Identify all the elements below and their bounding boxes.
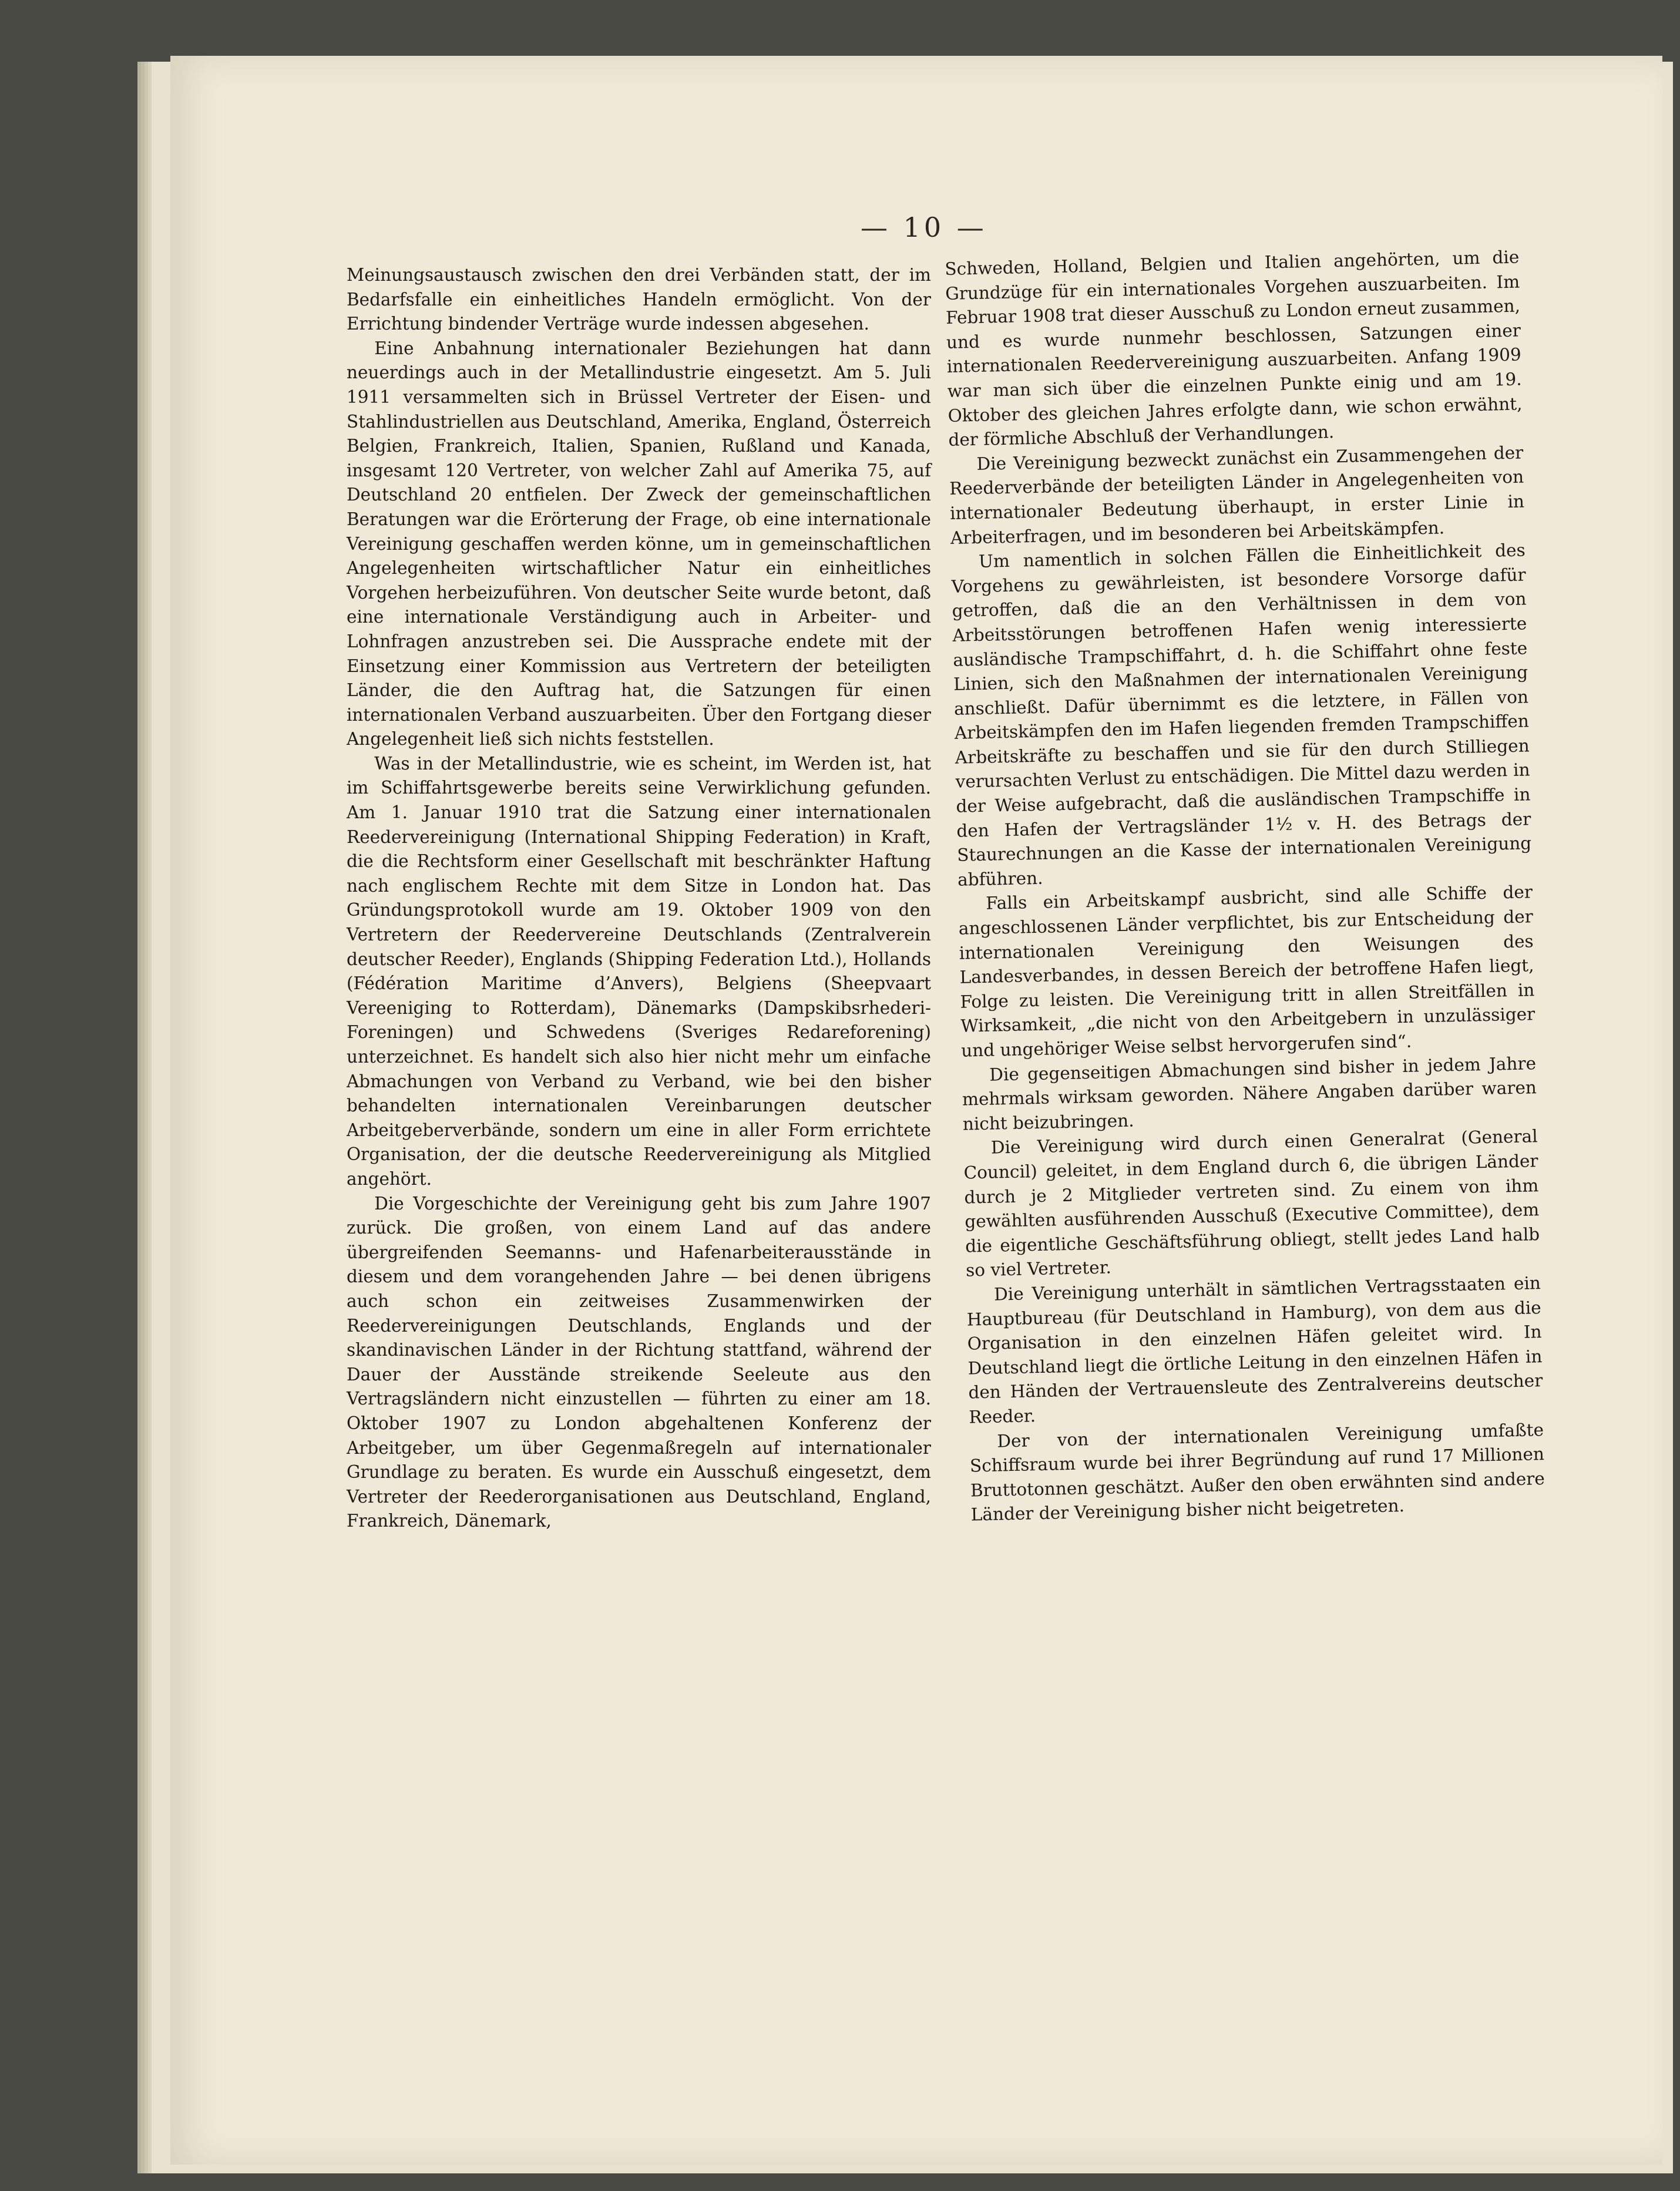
paragraph: Was in der Metallindustrie, wie es scheint, im Werden ist, hat im Schiffahrtsgewerbe bereits seine Verwirklichung gefunden. Am 1. Januar 1910 trat die Satzung einer internationalen Reedervereinigung (International Shipping Federation) in Kraft, die die Rechtsform einer Gesellschaft mit beschränkter Haftung nach englischem Rechte mit dem Sitze in London hat. Das Gründungsprotokoll wurde am 19. Oktober 1909 von den Vertretern der Reedervereine Deutschlands (Zentralverein deutscher Reeder), Englands (Shipping Federation Ltd.), Hollands (Fédération Maritime d’Anvers), Belgiens (Sheepvaart Vereeniging to Rotterdam), Dänemarks (Dampskibsrhederi-Foreningen) und Schwedens (Sveriges Redareforening) unterzeichnet. Es handelt sich also hier nicht mehr um einfache Abmachungen von Verband zu Verband, wie bei den bisher behandelten internationalen Vereinbarungen deutscher Arbeitgeberverbände, sondern um eine in aller Form errichtete Organisation, der die deutsche Reedervereinigung als Mitglied angehört. — [347, 753, 931, 1189]
right-column — [945, 246, 1545, 1528]
paragraph: Schweden, Holland, Belgien und Italien angehörten, um die Grundzüge für ein internationales Vorgehen auszuarbeiten. Im Februar 1908 trat dieser Ausschuß zu London erneut zusammen, und es wurde nunmehr beschlossen, Satzungen einer internationalen Reedervereinigung auszuarbeiten. Anfang 1909 war man sich über die einzelnen Punkte einig und am 19. Oktober des gleichen Jahres erfolgte dann, wie schon erwähnt, der förmliche Abschluß der Verhandlungen. — [945, 247, 1523, 451]
paragraph: Die gegenseitigen Abmachungen sind bisher in jedem Jahre mehrmals wirksam geworden. Nähere Angaben darüber waren nicht beizubringen. — [962, 1053, 1537, 1134]
paragraph: Die Vereinigung wird durch einen Generalrat (General Council) geleitet, in dem England durch 6, die übrigen Länder durch je 2 Mitglieder vertreten sind. Zu einem von ihm gewählten ausführenden Ausschuß (Executive Committee), dem die eigentliche Geschäftsführung obliegt, stellt jedes Land halb so viel Vertreter. — [963, 1126, 1540, 1281]
paragraph: Die Vereinigung bezweckt zunächst ein Zusammengehen der Reederverbände der beteiligten Länder in Angelegenheiten von internationaler Bedeutung überhaupt, in erster Linie in Arbeiterfragen, und im besonderen bei Arbeitskämpfen. — [949, 442, 1525, 548]
paragraph: Eine Anbahnung internationaler Beziehungen hat dann neuerdings auch in der Metallindustrie eingesetzt. Am 5. Juli 1911 versammelten sich in Brüssel Vertreter der Eisen- und Stahlindustriellen aus Deutschland, Amerika, England, Österreich Belgien, Frankreich, Italien, Spanien, Rußland und Kanada, insgesamt 120 Vertreter, von welcher Zahl auf Amerika 75, auf Deutschland 20 entfielen. Der Zweck der gemeinschaftlichen Beratungen war die Erörterung der Frage, ob eine internationale Vereinigung geschaffen werden könne, um in gemeinschaftlichen Angelegenheiten wirtschaftlicher Natur ein einheitliches Vorgehen herbeizuführen. Von deutscher Seite wurde betont, daß eine internationale Verständigung auch in Arbeiter- und Lohnfragen anzustreben sei. Die Aussprache endete mit der Einsetzung einer Kommission aus Vertretern der beteiligten Länder, die den Auftrag hat, die Satzungen für einen internationalen Verband auszuarbeiten. Über den Fortgang dieser Angelegenheit ließ sich nichts feststellen. — [347, 338, 931, 750]
paragraph: Die Vereinigung unterhält in sämtlichen Vertragsstaaten ein Hauptbureau (für Deutschland in Hamburg), von dem aus die Organisation in den einzelnen Häfen geleitet wird. In Deutschland liegt die örtliche Leitung in den einzelnen Häfen in den Händen der Vertrauensleute des Zentralvereins deutscher Reeder. — [966, 1273, 1543, 1427]
page-number: — 10 — — [861, 211, 987, 243]
paragraph: Meinungsaustausch zwischen den drei Verbänden statt, der im Bedarfsfalle ein einheitliches Handeln ermöglicht. Von der Errichtung bindender Verträge wurde indessen abgesehen. — [347, 265, 931, 334]
left-column — [347, 263, 931, 1534]
paragraph: Der von der internationalen Vereinigung umfaßte Schiffsraum wurde bei ihrer Begründung auf rund 17 Millionen Bruttotonnen geschätzt. Außer den oben erwähnten sind andere Länder der Vereinigung bisher nicht beigetreten. — [969, 1419, 1545, 1525]
paragraph: Um namentlich in solchen Fällen die Einheitlichkeit des Vorgehens zu gewährleisten, ist besondere Vorsorge dafür getroffen, daß die an den Verhältnissen in dem von Arbeitsstörungen betroffenen Hafen wenig interessierte ausländische Trampschiffahrt, d. h. die Schiffahrt ohne feste Linien, sich den Maßnahmen der internationalen Vereinigung anschließt. Dafür übernimmt es die letztere, in Fällen von Arbeitskämpfen den im Hafen liegenden fremden Trampschiffen Arbeitskräfte zu beschaffen und sie für den durch Stilliegen verursachten Verlust zu entschädigen. Die Mittel dazu werden in der Weise aufgebracht, daß die ausländischen Trampschiffe in den Hafen der Vertragsländer 1½ v. H. des Betrags der Staurechnungen an die Kasse der internationalen Vereinigung abführen. — [951, 540, 1532, 890]
paragraph: Falls ein Arbeitskampf ausbricht, sind alle Schiffe der angeschlossenen Länder verpflichtet, bis zur Entscheidung der internationalen Vereinigung den Weisungen des Landesverbandes, in dessen Bereich der betroffene Hafen liegt, Folge zu leisten. Die Vereinigung tritt in allen Streitfällen in Wirksamkeit, „die nicht von den Arbeitgebern in unzulässiger und ungehöriger Weise selbst hervorgerufen sind“. — [958, 882, 1535, 1061]
paragraph: Die Vorgeschichte der Vereinigung geht bis zum Jahre 1907 zurück. Die großen, von einem Land auf das andere übergreifenden Seemanns- und Hafenarbeiterausstände in diesem und dem vorangehenden Jahre — bei denen übrigens auch schon ein zeitweises Zusammenwirken der Reedervereinigungen Deutschlands, Englands und der skandinavischen Länder in der Richtung stattfand, während der Dauer der Ausstände streikende Seeleute aus den Vertragsländern nicht einzustellen — führten zu einer am 18. Oktober 1907 zu London abgehaltenen Konferenz der Arbeitgeber, um über Gegenmaßregeln auf internationaler Grundlage zu beraten. Es wurde ein Ausschuß eingesetzt, dem Vertreter der Reederorganisationen aus Deutschland, England, Frankreich, Dänemark, — [347, 1193, 931, 1531]
